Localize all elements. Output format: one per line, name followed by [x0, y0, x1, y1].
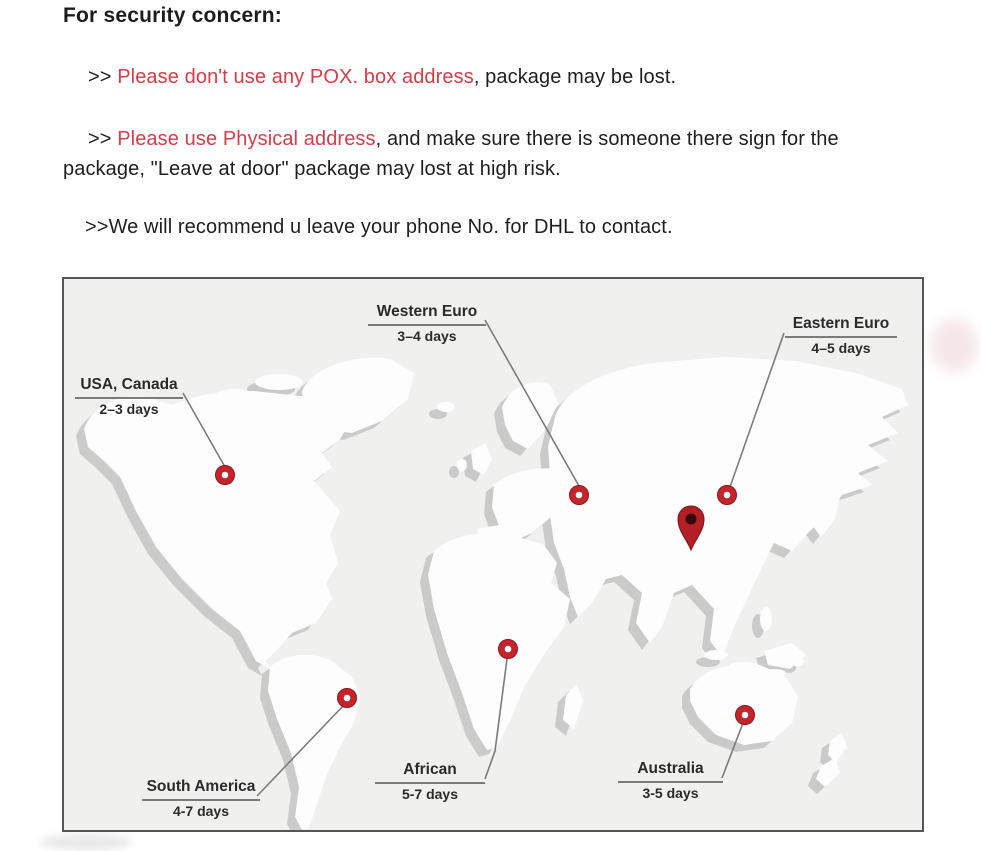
map-label-eastern-euro: [785, 315, 897, 356]
region-days: 4-7 days: [172, 803, 230, 819]
map-label-australia: [618, 760, 723, 801]
region-name: Australia: [618, 760, 723, 783]
region-days: 2–3 days: [99, 401, 159, 417]
marker-south-america: [338, 689, 357, 708]
region-name: African: [375, 761, 485, 784]
notice-highlight: Please use Physical address: [117, 128, 376, 150]
notice-point-phone: [63, 212, 673, 242]
arrow-prefix: >>: [85, 216, 109, 238]
marker-australia: [736, 706, 755, 725]
continent-fill: [84, 357, 908, 830]
marker-usa-canada: [216, 466, 235, 485]
notice-point-pobox: [63, 62, 676, 92]
faint-artifact: [930, 318, 978, 373]
notice-rest: We will recommend u leave your phone No. for DHL to contact.: [108, 216, 673, 238]
map-label-african: [375, 761, 485, 802]
map-label-usa-canada: [75, 376, 183, 417]
map-label-western-euro: [368, 303, 486, 344]
region-days: 3–4 days: [397, 328, 457, 344]
notice-rest: , and make sure there is someone there sign for the package, "Leave at door" package may lost at high risk.: [63, 128, 839, 180]
region-name: Western Euro: [368, 303, 486, 326]
region-name: USA, Canada: [75, 376, 183, 399]
notice-highlight: Please don't use any POX. box address: [117, 66, 474, 88]
region-days: 5-7 days: [401, 786, 459, 802]
delivery-time-map: [62, 277, 924, 832]
marker-african: [499, 640, 518, 659]
notice-point-physical: [63, 124, 911, 184]
arrow-prefix: >>: [88, 66, 118, 88]
map-label-south-america: [142, 778, 260, 819]
marker-eastern-euro: [718, 486, 737, 505]
region-name: South America: [142, 778, 260, 801]
notice-heading: For security concern:: [63, 4, 282, 27]
region-days: 3-5 days: [642, 785, 699, 801]
marker-western-euro: [570, 486, 589, 505]
faint-artifact: [40, 834, 132, 850]
notice-rest: , package may be lost.: [473, 66, 677, 88]
region-days: 4–5 days: [811, 340, 871, 356]
arrow-prefix: >>: [88, 128, 118, 150]
world-map: [64, 279, 922, 830]
region-name: Eastern Euro: [785, 315, 897, 338]
